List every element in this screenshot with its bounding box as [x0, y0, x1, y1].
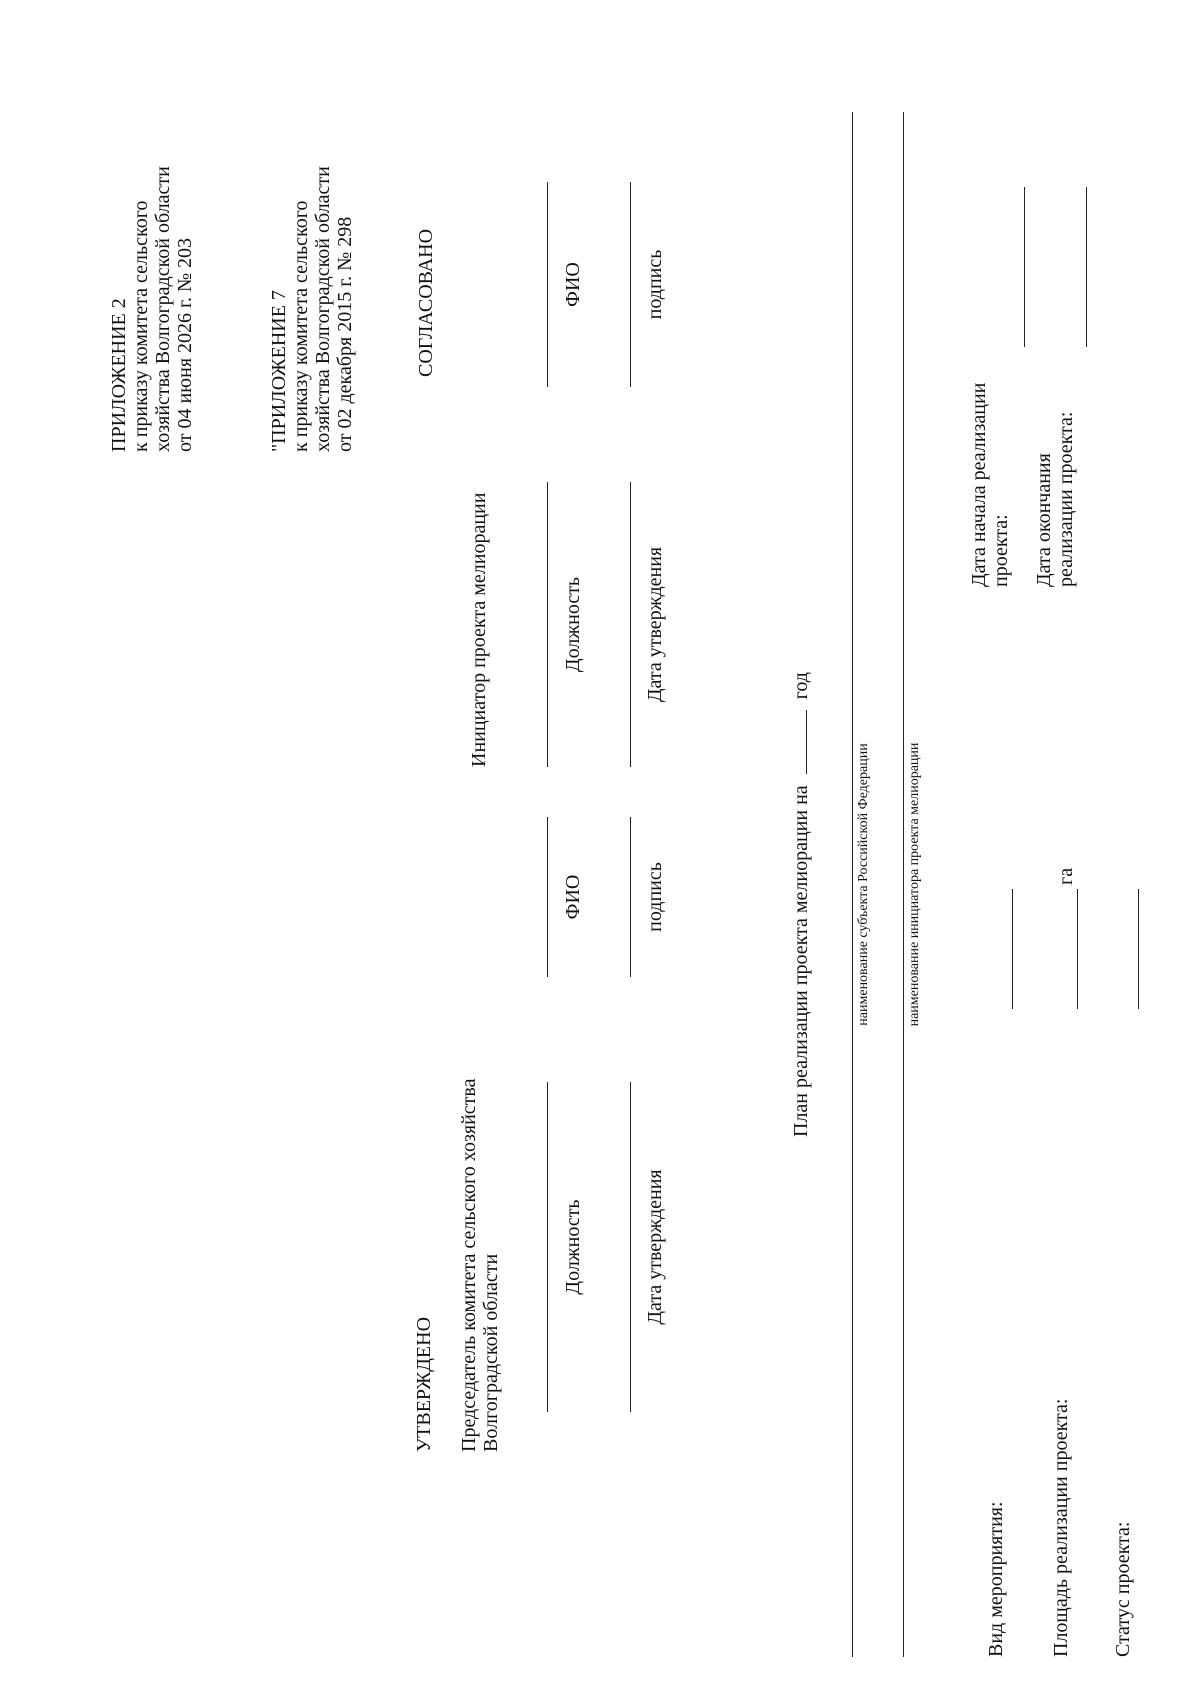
status-field	[1138, 889, 1139, 1009]
initiator-heading: Инициатор проекта мелиорации	[468, 492, 490, 767]
agreed-name-line	[547, 182, 548, 387]
initiator-position-caption: Должность	[562, 576, 584, 673]
appendix-2-title: ПРИЛОЖЕНИЕ 2	[108, 298, 130, 452]
approved-name-caption: ФИО	[562, 874, 584, 920]
start-date-label-line1: Дата начала реализации	[968, 382, 990, 587]
appendix-2-block	[108, 166, 196, 452]
plan-year-blank	[792, 710, 807, 774]
plan-title-suffix: год	[790, 672, 812, 700]
activity-type-label: Вид мероприятия:	[985, 1501, 1007, 1657]
approved-signature-line	[630, 817, 631, 977]
approved-line2: Волгоградской области	[480, 1253, 502, 1452]
start-date-label	[968, 383, 1012, 587]
approved-date-caption: Дата утверждения	[644, 1169, 666, 1325]
start-date-field	[1024, 187, 1025, 347]
initiator-date-line	[630, 482, 631, 767]
approved-line1: Председатель комитета сельского хозяйства	[458, 1078, 480, 1452]
initiator-name-caption: наименование инициатора проекта мелиорации	[907, 742, 922, 1027]
end-date-field	[1086, 187, 1087, 347]
appendix-7-title: "ПРИЛОЖЕНИЕ 7	[268, 290, 290, 452]
appendix-7-line3: от 02 декабря 2015 г. № 298	[334, 216, 356, 452]
approved-signature-caption: подпись	[644, 862, 666, 932]
approved-position-line	[547, 1082, 548, 1412]
plan-title-prefix: План реализации проекта мелиорации на	[790, 785, 812, 1137]
appendix-2-line1: к приказу комитета сельского	[130, 200, 152, 452]
approved-signatory	[458, 1079, 502, 1452]
approved-date-line	[630, 1082, 631, 1412]
agreed-signature-caption: подпись	[644, 249, 666, 320]
area-field	[1077, 889, 1078, 1009]
approved-name-line	[547, 817, 548, 977]
appendix-7-line1: к приказу комитета сельского	[290, 200, 312, 452]
start-date-label-line2: проекта:	[990, 514, 1012, 587]
end-date-label-line2: реализации проекта:	[1055, 411, 1077, 587]
agreed-heading: СОГЛАСОВАНО	[415, 228, 437, 377]
initiator-date-caption: Дата утверждения	[644, 546, 666, 703]
agreed-signature-line	[630, 182, 631, 387]
appendix-7-line2: хозяйства Волгоградской области	[312, 166, 334, 452]
status-label: Статус проекта:	[1112, 1521, 1134, 1657]
area-unit: га	[1055, 867, 1077, 885]
activity-type-field	[1012, 889, 1013, 1009]
end-date-label-line1: Дата окончания	[1033, 453, 1055, 587]
approved-heading: УТВЕРЖДЕНО	[413, 1316, 435, 1452]
appendix-2-line2: хозяйства Волгоградской области	[152, 166, 174, 452]
initiator-name-line	[903, 112, 904, 1657]
area-label: Площадь реализации проекта:	[1050, 1398, 1072, 1657]
appendix-2-line3: от 04 июня 2026 г. № 203	[174, 237, 196, 452]
subject-line	[852, 112, 853, 1657]
appendix-7-block	[268, 166, 356, 452]
end-date-label	[1033, 412, 1077, 587]
plan-title	[790, 672, 812, 1137]
agreed-name-caption: ФИО	[562, 262, 584, 307]
initiator-position-line	[547, 482, 548, 767]
approved-position-caption: Должность	[562, 1199, 584, 1295]
subject-caption: наименование субъекта Российской Федерации	[856, 743, 871, 1026]
